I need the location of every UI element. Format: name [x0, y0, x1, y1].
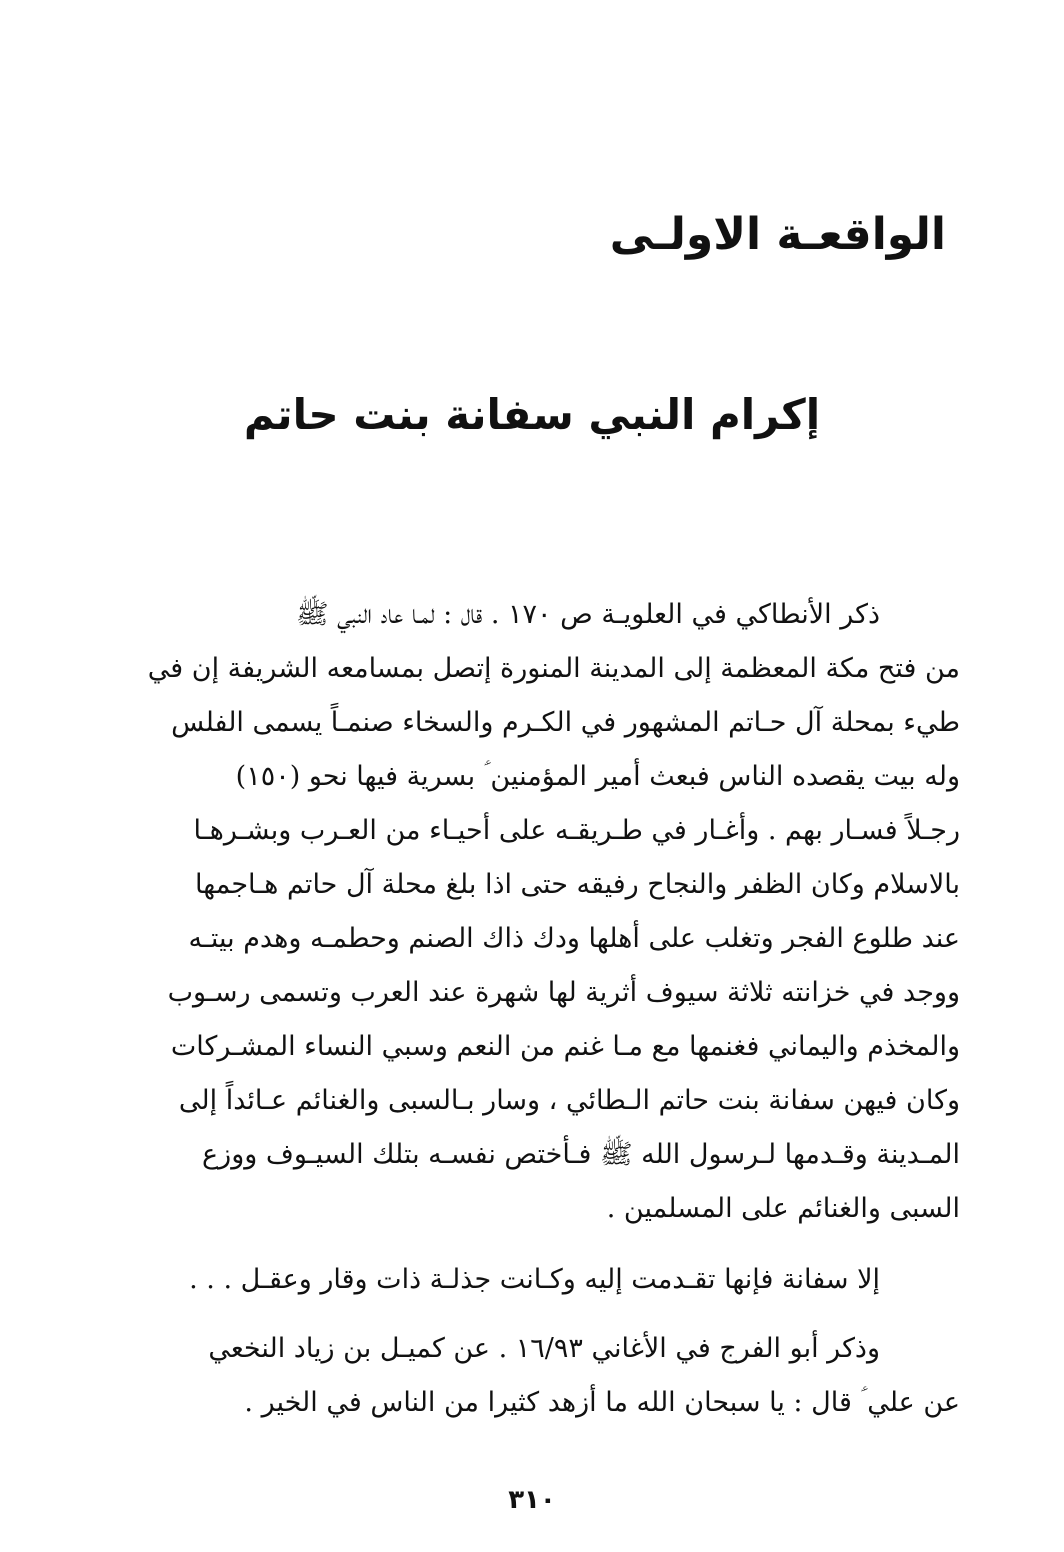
text-line: عن علي ؑ قال : يا سبحان الله ما أزهد كثيرا من الناس في الخير .	[244, 1387, 960, 1418]
chapter-heading: الواقعـة الاولـى	[609, 209, 946, 260]
citation-paragraph	[104, 1322, 960, 1430]
short-paragraph	[104, 1253, 960, 1307]
text-line: من فتح مكة المعظمة إلى المدينة المنورة إتصل بمسامعه الشريفة إن في	[147, 653, 960, 684]
story-title: إكرام النبي سفانة بنت حاتم	[243, 390, 821, 439]
text-line: بالاسلام وكان الظفر والنجاح رفيقه حتى اذا بلغ محلة آل حاتم هـاجمها	[195, 869, 960, 900]
text-line: السبى والغنائم على المسلمين .	[606, 1193, 960, 1224]
text-line: وله بيت يقصده الناس فبعث أمير المؤمنين ؑ بسرية فيها نحو (١٥٠)	[235, 761, 960, 792]
text-line: المـدينة وقـدمها لـرسول الله ﷺ فـأختص نفسـه بتلك السيـوف ووزع	[202, 1139, 960, 1170]
text-line: ذكر الأنطاكي في العلويـة ص ١٧٠ . قال : لمـا عاد النبي ﷺ	[295, 599, 880, 630]
text-line: ووجد في خزانته ثلاثة سيوف أثرية لها شهرة عند العرب وتسمى رسـوب	[167, 977, 960, 1008]
main-paragraph	[104, 588, 960, 1236]
page-number: ٣١٠	[508, 1485, 556, 1515]
text-line: وكان فيهن سفانة بنت حاتم الـطائي ، وسار بـالسبى والغنائم عـائداً إلى	[178, 1085, 960, 1116]
text-line: طيء بمحلة آل حـاتم المشهور في الكـرم والسخاء صنمـاً يسمى الفلس	[171, 707, 960, 738]
text-line: إلا سفانة فإنها تقـدمت إليه وكـانت جذلـة ذات وقار وعقـل . . .	[189, 1264, 880, 1295]
text-line: عند طلوع الفجر وتغلب على أهلها ودك ذاك الصنم وحطمـه وهدم بيتـه	[188, 923, 960, 954]
text-line: والمخذم واليماني فغنمها مع مـا غنم من النعم وسبي النساء المشـركات	[170, 1031, 960, 1062]
text-line: وذكر أبو الفرج في الأغاني ١٦/٩٣ . عن كميـل بن زياد النخعي	[208, 1333, 880, 1364]
text-line: رجـلاً فسـار بهم . وأغـار في طـريقـه على أحيـاء من العـرب وبشـرهـا	[193, 815, 960, 846]
